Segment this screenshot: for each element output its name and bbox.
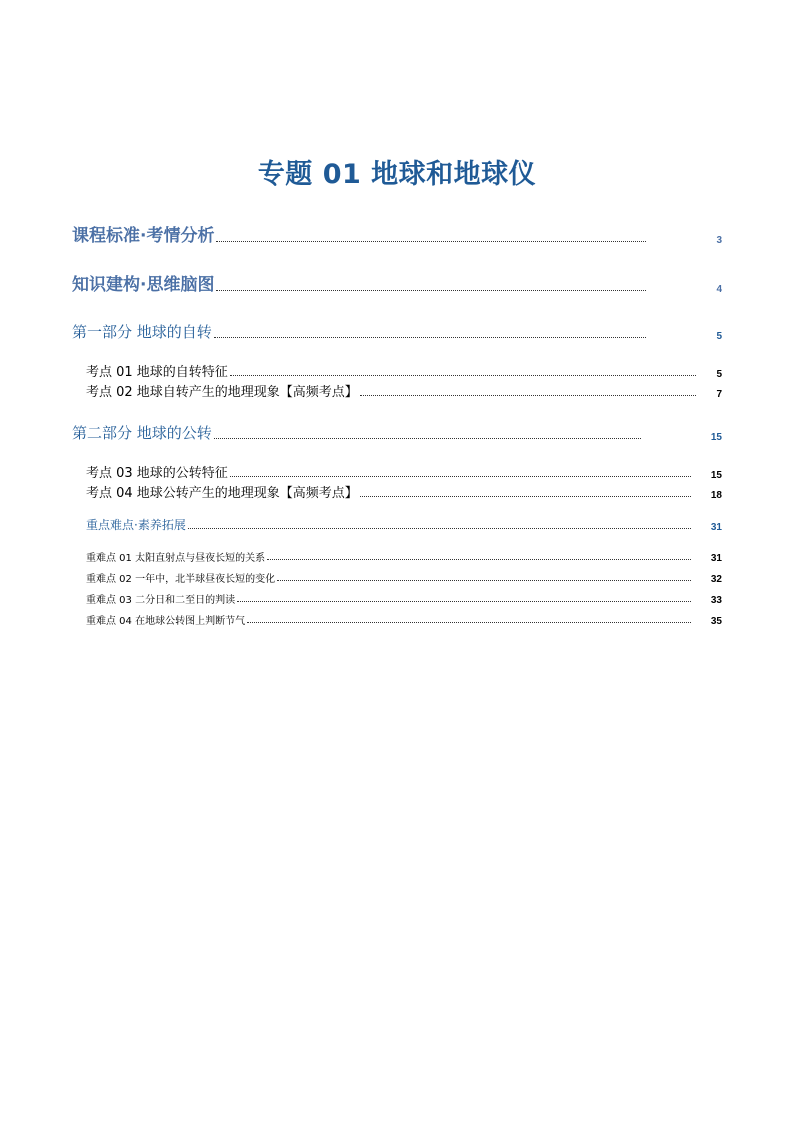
toc-leader bbox=[267, 559, 691, 560]
toc-leader bbox=[216, 241, 646, 242]
document-title: 专题 01 地球和地球仪 bbox=[257, 159, 537, 190]
toc-page-number: 18 bbox=[710, 490, 722, 501]
toc-page-number: 5 bbox=[716, 369, 722, 380]
toc-entry-d03[interactable] bbox=[86, 591, 722, 606]
toc-entry-d04[interactable] bbox=[86, 612, 722, 627]
toc-entry-kp01[interactable] bbox=[86, 361, 722, 380]
toc-page-number: 31 bbox=[710, 522, 722, 533]
toc-entry-kp02[interactable] bbox=[86, 381, 722, 400]
toc-label: 重难点 01 太阳直射点与昼夜长短的关系 bbox=[86, 553, 266, 564]
toc-page-number: 31 bbox=[710, 553, 722, 564]
toc-entry-part1[interactable] bbox=[72, 321, 722, 342]
toc-entry-focus[interactable] bbox=[86, 516, 722, 533]
toc-entry-kp04[interactable] bbox=[86, 482, 722, 501]
toc-page-number: 33 bbox=[710, 595, 722, 606]
toc-label: 重难点 02 一年中，北半球昼夜长短的变化 bbox=[86, 574, 276, 585]
toc-label: 重难点 04 在地球公转图上判断节气 bbox=[86, 616, 246, 627]
toc-label: 考点 02 地球自转产生的地理现象【高频考点】 bbox=[86, 385, 358, 400]
toc-entry-mindmap[interactable] bbox=[72, 270, 722, 295]
toc-leader bbox=[360, 496, 691, 497]
toc-entry-d02[interactable] bbox=[86, 570, 722, 585]
toc-page-number: 3 bbox=[716, 235, 722, 246]
toc-label: 考点 03 地球的公转特征 bbox=[86, 466, 228, 481]
toc-label: 第二部分 地球的公转 bbox=[72, 424, 212, 442]
toc-leader bbox=[216, 290, 646, 291]
toc-label: 第一部分 地球的自转 bbox=[72, 323, 212, 341]
toc-leader bbox=[247, 622, 691, 623]
toc-label: 考点 01 地球的自转特征 bbox=[86, 365, 228, 380]
toc-label: 考点 04 地球公转产生的地理现象【高频考点】 bbox=[86, 486, 358, 501]
toc-entry-standards[interactable] bbox=[72, 221, 722, 246]
toc-label: 重难点 03 二分日和二至日的判读 bbox=[86, 595, 236, 606]
toc-entry-kp03[interactable] bbox=[86, 462, 722, 481]
toc-leader bbox=[188, 528, 691, 529]
toc-page-number: 15 bbox=[710, 470, 722, 481]
toc-leader bbox=[277, 580, 691, 581]
toc-label: 重点难点·素养拓展 bbox=[86, 518, 186, 532]
toc-entry-d01[interactable] bbox=[86, 549, 722, 564]
toc-leader bbox=[237, 601, 691, 602]
toc-label: 知识建构·思维脑图 bbox=[72, 275, 215, 295]
toc-page-number: 5 bbox=[716, 331, 722, 342]
toc-leader bbox=[230, 476, 691, 477]
toc-page-number: 15 bbox=[710, 432, 722, 443]
toc-page-number: 32 bbox=[710, 574, 722, 585]
toc-leader bbox=[230, 375, 697, 376]
toc-label: 课程标准·考情分析 bbox=[72, 226, 215, 246]
toc-page-number: 4 bbox=[716, 284, 722, 295]
toc-page-number: 7 bbox=[716, 389, 722, 400]
toc-leader bbox=[214, 438, 641, 439]
toc-entry-part2[interactable] bbox=[72, 422, 722, 443]
toc-leader bbox=[214, 337, 647, 338]
toc-leader bbox=[360, 395, 697, 396]
toc-page-number: 35 bbox=[710, 616, 722, 627]
